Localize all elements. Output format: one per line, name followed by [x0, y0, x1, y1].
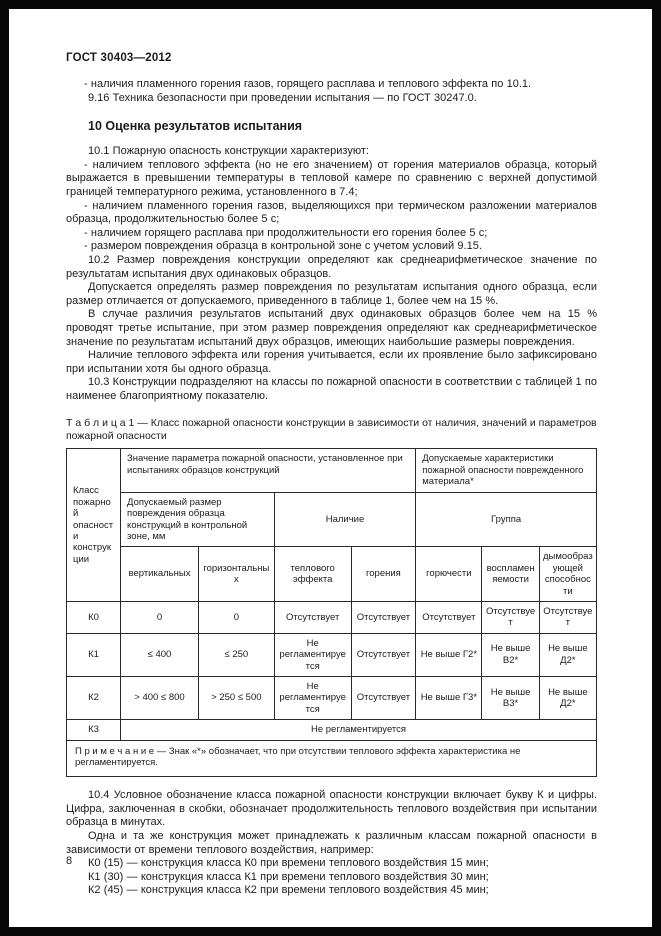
- cell-vertical: 0: [121, 601, 199, 633]
- header-col-combustibility: горючести: [416, 547, 482, 602]
- table-row-k0: [67, 601, 597, 633]
- table-row-k2: [67, 676, 597, 719]
- header-damage-size: Допускаемый размер повреждения образца конструкций в контрольной зоне, мм: [121, 492, 275, 547]
- cell-smoke: Не выше Д2*: [539, 633, 596, 676]
- section-title: 10 Оценка результатов испытания: [88, 119, 303, 134]
- cell-combustibility: Отсутствует: [416, 601, 482, 633]
- table-note-row: [67, 740, 597, 777]
- cell-vertical: > 400 ≤ 800: [121, 676, 199, 719]
- cell-smoke: Не выше Д2*: [539, 676, 596, 719]
- header-class-column: Класс пожарной опасности конструкции: [67, 449, 121, 601]
- header-col-thermal-effect: теплового эффекта: [274, 547, 351, 602]
- intro-paragraph: 9.16 Техника безопасности при проведении испытания — по ГОСТ 30247.0.: [88, 91, 477, 104]
- table-row-k1: [67, 633, 597, 676]
- paragraph-10-2b: В случае различия результатов испытаний двух одинаковых образцов более чем на 15 % проводят третье испытание, при этом размер повреждения определяют как среднеарифметическое значение по результатам испытаний двух образцов, имеющих наибольшие размеры повреждения.: [66, 308, 597, 348]
- page-number: 8: [66, 855, 73, 867]
- header-col-horizontal: горизонтальных: [198, 547, 274, 602]
- paragraph-10-3: 10.3 Конструкции подразделяют на классы по пожарной опасности в соответствии с таблицей 1 по наименее благоприятному показателю.: [66, 376, 597, 402]
- table-caption: Т а б л и ц а 1 — Класс пожарной опасности конструкции в зависимости от наличия, значений и параметров пожарной опасности: [66, 417, 597, 443]
- paragraph-dash-3: - наличием горящего расплава при продолжительности его горения более 5 с;: [84, 226, 488, 239]
- table-header-row-2: [67, 492, 597, 547]
- table-row-k3: [67, 720, 597, 740]
- paragraph-dash-4: - размером повреждения образца в контрольной зоне с учетом условий 9.15.: [84, 240, 482, 253]
- paragraph-10-1: 10.1 Пожарную опасность конструкции характеризуют:: [88, 145, 369, 158]
- header-presence: Наличие: [274, 492, 416, 547]
- cell-horizontal: 0: [198, 601, 274, 633]
- header-group-allowed: Допускаемые характеристики пожарной опасности поврежденного материала*: [416, 449, 597, 492]
- header-col-smoke: дымообразующей способности: [539, 547, 596, 602]
- paragraph-10-2c: Наличие теплового эффекта или горения учитывается, если их проявление было зафиксировано при испытании хотя бы одного образца.: [66, 349, 597, 375]
- cell-burning: Отсутствует: [351, 633, 416, 676]
- paragraph-10-4a: Одна и та же конструкция может принадлежать к различным классам пожарной опасности в зависимости от времени теплового воздействия, например:: [66, 829, 597, 856]
- cell-flammability: Не выше В3*: [482, 676, 539, 719]
- cell-smoke: Отсутствует: [539, 601, 596, 633]
- cell-thermal: Не регламентируется: [274, 633, 351, 676]
- doc-number: ГОСТ 30403—2012: [66, 52, 172, 64]
- cell-class: К1: [67, 633, 121, 676]
- cell-vertical: ≤ 400: [121, 633, 199, 676]
- cell-flammability: Не выше В2*: [482, 633, 539, 676]
- cell-combustibility: Не выше Г3*: [416, 676, 482, 719]
- table-note: П р и м е ч а н и е — Знак «*» обозначает, что при отсутствии теплового эффекта характеристика не регламентируется.: [67, 740, 597, 777]
- paragraph-dash-2: - наличием пламенного горения газов, выделяющихся при термическом разложении материалов образца, продолжительностью более 5 с;: [66, 199, 597, 226]
- cell-horizontal: ≤ 250: [198, 633, 274, 676]
- intro-list-item: - наличия пламенного горения газов, горящего расплава и теплового эффекта по 10.1.: [84, 78, 532, 90]
- example-k1: К1 (30) — конструкция класса К1 при времени теплового воздействия 30 мин;: [88, 870, 489, 883]
- header-col-vertical: вертикальных: [121, 547, 199, 602]
- cell-k3-value: Не регламентируется: [121, 720, 597, 740]
- header-col-burning: горения: [351, 547, 416, 602]
- cell-burning: Отсутствует: [351, 601, 416, 633]
- cell-flammability: Отсутствует: [482, 601, 539, 633]
- table-header-row-1: [67, 449, 597, 492]
- cell-burning: Отсутствует: [351, 676, 416, 719]
- table-header-row-3: [67, 547, 597, 602]
- cell-horizontal: > 250 ≤ 500: [198, 676, 274, 719]
- example-k0: К0 (15) — конструкция класса К0 при времени теплового воздействия 15 мин;: [88, 857, 489, 870]
- fire-hazard-class-table: [66, 448, 597, 777]
- paragraph-10-2: 10.2 Размер повреждения конструкции определяют как среднеарифметическое значение по результатам испытания двух одинаковых образцов.: [66, 253, 597, 280]
- cell-thermal: Не регламентируется: [274, 676, 351, 719]
- cell-class: К3: [67, 720, 121, 740]
- cell-thermal: Отсутствует: [274, 601, 351, 633]
- paragraph-10-2a: Допускается определять размер повреждения по результатам испытания одного образца, если размер отличается от допускаемого, приведенного в таблице 1, более чем на 15 %.: [66, 281, 597, 307]
- cell-class: К2: [67, 676, 121, 719]
- paragraph-dash-1: - наличием теплового эффекта (но не его значением) от горения материалов образца, который выражается в превышении температуры в тепловой камере по сравнению с верхней допустимой границей температурного режима, установленного в 7.4;: [66, 158, 597, 198]
- example-k2: К2 (45) — конструкция класса К2 при времени теплового воздействия 45 мин;: [88, 884, 489, 897]
- paragraph-10-4: 10.4 Условное обозначение класса пожарной опасности конструкции включает букву К и цифры. Цифра, заключенная в скобки, обозначает продолжительность теплового воздействия при испытании образца в минутах.: [66, 789, 597, 829]
- header-col-flammability: воспламеняемости: [482, 547, 539, 602]
- cell-class: К0: [67, 601, 121, 633]
- header-group: Группа: [416, 492, 597, 547]
- cell-combustibility: Не выше Г2*: [416, 633, 482, 676]
- header-group-params: Значение параметра пожарной опасности, установленное при испытаниях образцов конструкций: [121, 449, 416, 492]
